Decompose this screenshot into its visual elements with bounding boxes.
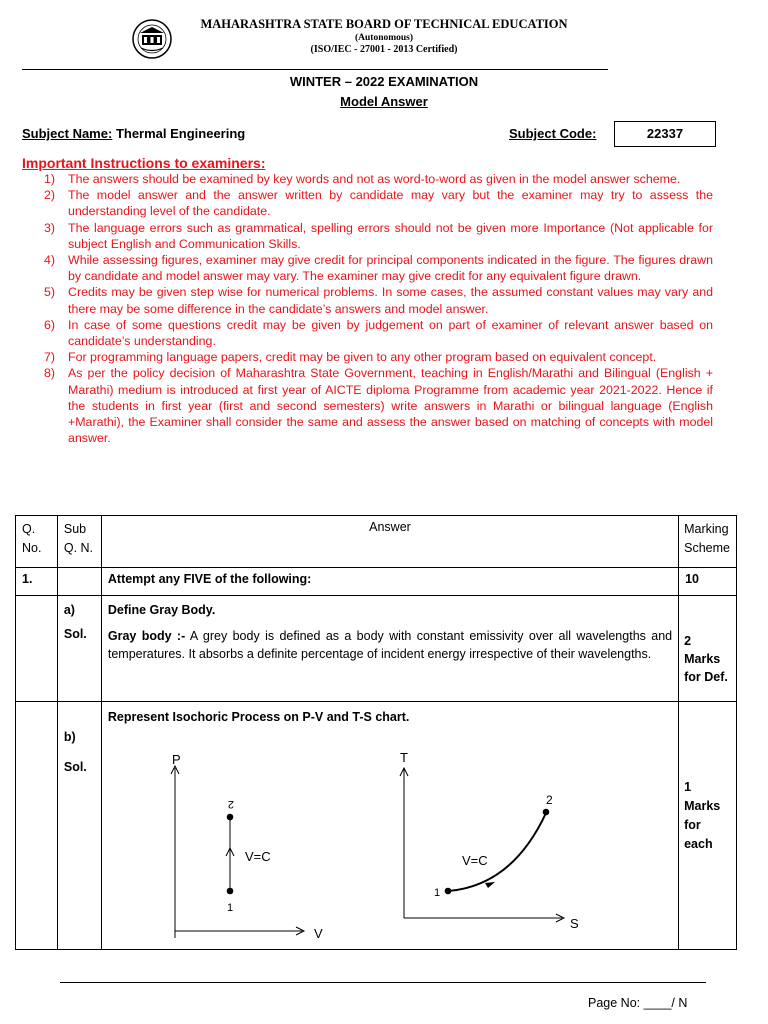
- pv-point-2-label: 2: [227, 798, 234, 810]
- table-row: [16, 702, 737, 950]
- autonomous-label: (Autonomous): [354, 33, 414, 43]
- subq-a-question: Define Gray Body.: [107, 603, 216, 617]
- subq-a-answer: [102, 621, 678, 667]
- instruction-item: 1) The answers should be examined by key words and not as word-to-word as given in the model answer scheme.: [43, 172, 681, 186]
- header-subq: Sub Q. N.: [63, 522, 94, 555]
- table-row: [16, 568, 737, 596]
- ts-state-point-1: [445, 888, 452, 895]
- header-divider: [22, 69, 608, 70]
- subject-code-value: 22337: [614, 121, 716, 147]
- gray-body-definition: A grey body is defined as a body with constant emissivity over all wavelengths and temperatures. It absorbs a definite percentage of incident energy irrespective of their wavelengths.: [107, 629, 673, 661]
- subq-a-marks: 2 Marks for Def.: [684, 634, 728, 684]
- q1-instruction: Attempt any FIVE of the following:: [107, 572, 312, 586]
- subq-b-label: b): [63, 730, 76, 744]
- subq-b-marks: 1 Marks for each: [684, 780, 721, 851]
- ts-point-1-label: 1: [433, 887, 440, 899]
- subject-code-label: Subject Code:: [509, 126, 597, 141]
- instruction-item: 4) While assessing figures, examiner may give credit for principal components indicated in the figure. The figures drawn by candidate and model answer may vary. The examiner may give credit for any equivalent figure drawn.: [43, 253, 713, 284]
- instructions-title: Important Instructions to examiners:: [22, 155, 266, 171]
- subject-name: [22, 126, 245, 141]
- pv-state-point-2: [227, 814, 234, 821]
- subq-b-question: Represent Isochoric Process on P-V and T-S chart.: [107, 710, 410, 724]
- ts-process-curve: [448, 813, 546, 891]
- ts-diagram: [400, 750, 579, 931]
- ts-point-2-label: 2: [545, 793, 553, 807]
- header-marking: Marking Scheme: [684, 522, 730, 555]
- ts-x-axis-label: S: [569, 916, 579, 931]
- header-answer: Answer: [369, 520, 411, 534]
- subject-name-label: Subject Name:: [22, 126, 113, 141]
- ts-process-label: V=C: [461, 853, 488, 868]
- ts-y-axis-label: T: [399, 750, 408, 765]
- table-header-row: [16, 516, 737, 568]
- gray-body-term: Gray body :-: [107, 629, 186, 643]
- subject-name-value: Thermal Engineering: [115, 126, 246, 141]
- subq-b-sol: Sol.: [63, 760, 87, 774]
- subq-a-label: a): [63, 603, 75, 617]
- answer-table: [15, 515, 737, 950]
- page-number: Page No: ____/ N: [588, 996, 688, 1010]
- instruction-item: 6) In case of some questions credit may be given by judgement on part of examiner of relevant answer based on candidate’s understanding.: [43, 317, 713, 349]
- header-qno: Q. No.: [22, 522, 42, 555]
- q1-marks: 10: [685, 572, 700, 586]
- isochoric-diagrams: [102, 728, 672, 938]
- model-answer-title: Model Answer: [340, 94, 428, 109]
- pv-state-point-1: [227, 888, 234, 895]
- ts-state-point-2: [543, 809, 550, 816]
- q1-number: 1.: [22, 572, 33, 586]
- table-row: [16, 596, 737, 702]
- instruction-item: 7) For programming language papers, credit may be given to any other program based on equivalent concept.: [43, 350, 657, 365]
- board-name: MAHARASHTRA STATE BOARD OF TECHNICAL EDUCATION: [200, 17, 568, 31]
- exam-title: WINTER – 2022 EXAMINATION: [289, 74, 479, 89]
- pv-diagram: [171, 752, 323, 938]
- instruction-item: 8) As per the policy decision of Maharashtra State Government, teaching in English/Marathi and Bilingual (English + Marathi) medium is introduced at first year of AICTE diploma Programme from academic year 2021-2022. Hence if the students in first year (first and second semesters) write answers in Marathi or bilingual language (English +Marathi), the Examiner shall consider the same and assess the answer based on matching of concepts with model answer.: [43, 366, 713, 446]
- iso-certification: (ISO/IEC - 27001 - 2013 Certified): [310, 44, 458, 55]
- instruction-item: 5) Credits may be given step wise for numerical problems. In some cases, the assumed constant values may vary and there may be some difference in the candidate’s answers and model answer.: [43, 285, 713, 316]
- instruction-item: 2) The model answer and the answer written by candidate may vary but the examiner may try to assess the understanding level of the candidate.: [43, 188, 713, 219]
- footer-divider: [60, 982, 706, 983]
- pv-process-label: V=C: [244, 849, 271, 864]
- pv-y-axis-label: P: [171, 752, 181, 767]
- instructions-list: [33, 171, 713, 446]
- pv-point-1-label: 1: [226, 902, 233, 914]
- subq-a-sol: Sol.: [63, 627, 87, 641]
- instruction-item: 3) The language errors such as grammatical, spelling errors should not be given more Importance (Not applicable for subject English and Communication Skills.: [43, 220, 713, 251]
- pv-x-axis-label: V: [313, 926, 323, 938]
